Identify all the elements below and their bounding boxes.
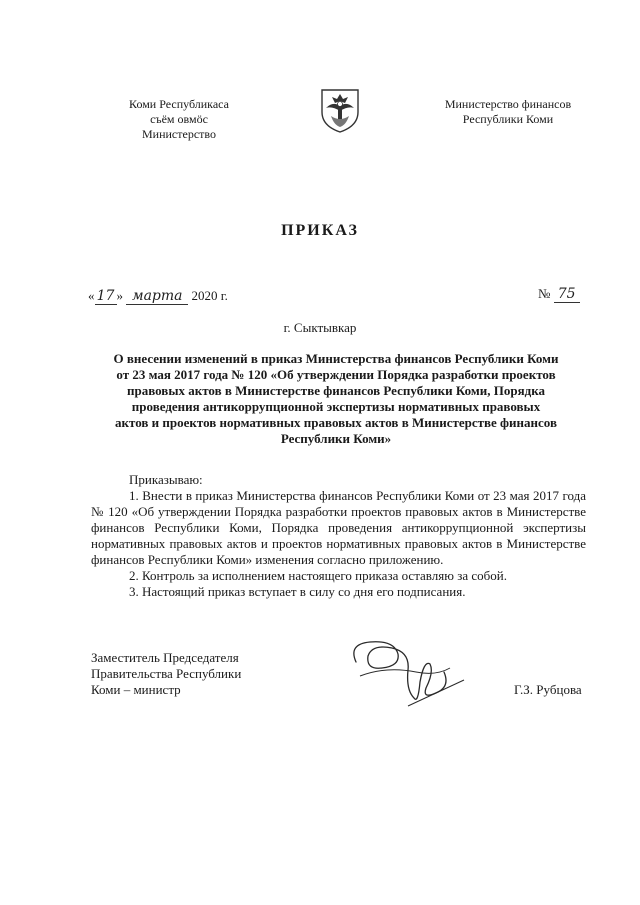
handwritten-signature-icon [338,632,468,712]
signer-position-line: Коми – министр [91,682,181,697]
header-left-line: Министерство [142,127,216,141]
body-item-1: 1. Внести в приказ Министерства финансов Республики Коми от 23 мая 2017 года № 120 «Об утверждении Порядка разработки проектов правовых актов в Министерстве финансов Республики Коми, Порядка проведения антикоррупционной экспертизы нормативных правовых актов и проектов нормативных правовых актов в Министерстве финансов Республики Коми» изменения согласно приложению. [91,488,586,567]
header-left-line: съём овмöс [150,112,208,126]
body-item-3: 3. Настоящий приказ вступает в силу со дня его подписания. [129,584,466,599]
body-intro: Приказываю: [129,472,203,487]
subject-line: правовых актов в Министерстве финансов Республики Коми, Порядка [126,383,546,398]
signer-position [91,650,241,698]
header-right-line: Республики Коми [462,112,554,126]
order-subject [86,351,586,447]
number-prefix: № [538,286,551,301]
date-day: 17 [95,289,117,305]
signer-name: Г.З. Рубцова [514,682,582,697]
header-left-line: Коми Республикаса [129,97,229,111]
subject-line: О внесении изменений в приказ Министерства финансов Республики Коми [113,351,559,366]
komi-coat-of-arms-icon [318,84,362,134]
date-year: 2020 г. [191,288,228,303]
subject-line: от 23 мая 2017 года № 120 «Об утверждении Порядка разработки проектов [116,367,556,382]
date-open-quote: « [88,288,95,303]
subject-line: актов и проектов нормативных правовых актов в Министерстве финансов [115,415,557,430]
order-body [91,472,586,600]
signer-position-line: Правительства Республики [91,666,242,681]
signer-position-line: Заместитель Председателя [91,650,239,665]
header-right [428,97,588,127]
date-close-quote: » [116,288,123,303]
subject-line: Республики Коми» [280,431,392,446]
number-value: 75 [554,287,580,303]
header-right-line: Министерство финансов [444,97,572,111]
order-date [88,288,228,305]
subject-line: проведения антикоррупционной экспертизы нормативных правовых [131,399,541,414]
order-number [538,286,580,303]
document-title: ПРИКАЗ [281,222,359,239]
city: г. Сыктывкар [283,320,357,335]
body-item-2: 2. Контроль за исполнением настоящего приказа оставляю за собой. [129,568,507,583]
header-left [104,97,254,142]
date-month: марта [126,289,188,305]
